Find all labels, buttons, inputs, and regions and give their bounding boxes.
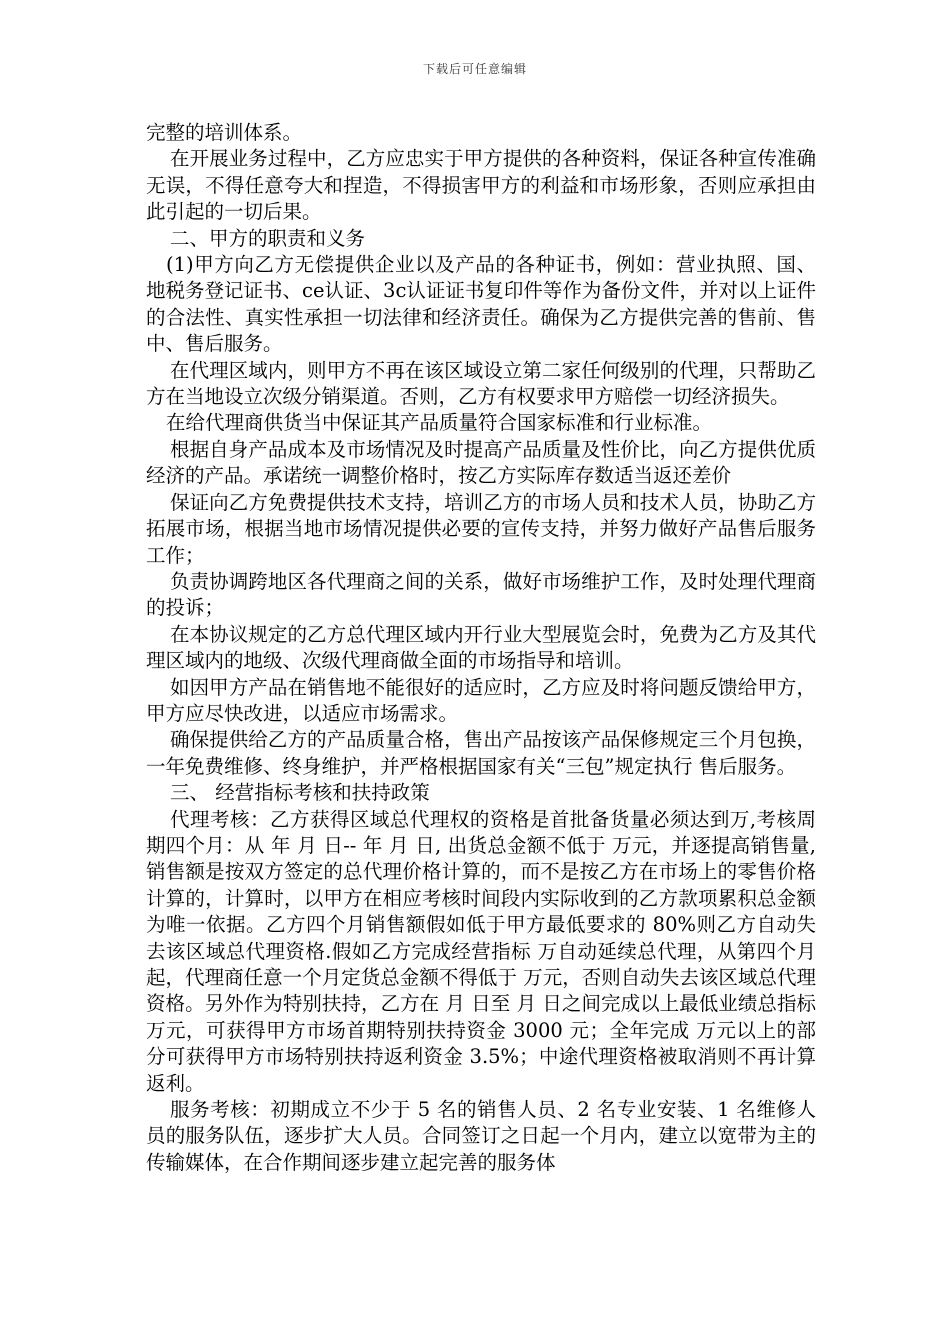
paragraph: 在代理区域内，则甲方不再在该区域设立第二家任何级别的代理，只帮助乙方在当地设立次级分销渠道。否则，乙方有权要求甲方赔偿一切经济损失。 (146, 358, 816, 409)
page-header: 下载后可任意编辑 (422, 62, 527, 76)
paragraph: 服务考核：初期成立不少于 5 名的销售人员、2 名专业安装、1 名维修人员的服务队伍，逐步扩大人员。合同签订之日起一个月内，建立以宽带为主的传输媒体，在合作期间逐步建立起完善的服务体 (146, 1098, 816, 1174)
paragraph: 确保提供给乙方的产品质量合格，售出产品按该产品保修规定三个月包换，一年免费维修、终身维护，并严格根据国家有关“三包”规定执行 售后服务。 (146, 728, 816, 778)
paragraph: 如因甲方产品在销售地不能很好的适应时，乙方应及时将问题反馈给甲方，甲方应尽快改进，以适应市场需求。 (146, 675, 816, 725)
paragraph: 负责协调跨地区各代理商之间的关系，做好市场维护工作，及时处理代理商的投诉； (146, 569, 816, 620)
paragraph: 代理考核：乙方获得区域总代理权的资格是首批备货量必须达到万,考核周期四个月：从 年 月 日-- 年 月 日, 出货总金额不低于 万元，并逐提高销售量,销售额是按双方签定的总代理价格计算的，而不是按乙方在市场上的零售价格计算的，计算时，以甲方在相应考核时间段内实际收到的乙方款项累积总金额为唯一依据。乙方四个月销售额假如低于甲方最低要求的 80%则乙方自动失去该区域总代理资格.假如乙方完成经营指标 万自动延续总代理，从第四个月起，代理商任意一个月定货总金额不得低于 万元，否则自动失去该区域总代理资格。另外作为特别扶持，乙方在 月 日至 月 日之间完成以上最低业绩总指标 万元，可获得甲方市场首期特别扶持资金 3000 元；全年完成 万元以上的部分可获得甲方市场特别扶持返利资金 3.5%；中途代理资格被取消则不再计算返利。 (146, 807, 816, 1095)
paragraph: 在给代理商供货当中保证其产品质量符合国家标准和行业标准。 (166, 411, 713, 435)
document-body (146, 120, 816, 1176)
paragraph: (1)甲方向乙方无偿提供企业以及产品的各种证书，例如：营业执照、国、地税务登记证书、ce认证、3c认证证书复印件等作为备份文件，并对以上证件的合法性、真实性承担一切法律和经济责任。确保为乙方提供完善的售前、售中、售后服务。 (146, 253, 816, 356)
paragraph: 根据自身产品成本及市场情况及时提高产品质量及性价比，向乙方提供优质经济的产品。承诺统一调整价格时，按乙方实际库存数适当返还差价 (146, 437, 816, 488)
paragraph: 二、甲方的职责和义务 (170, 226, 366, 250)
paragraph: 在开展业务过程中，乙方应忠实于甲方提供的各种资料，保证各种宣传准确无误，不得任意夸大和捏造，不得损害甲方的利益和市场形象，否则应承担由此引起的一切后果。 (146, 147, 816, 224)
paragraph: 完整的培训体系。 (146, 121, 303, 144)
paragraph: 在本协议规定的乙方总代理区域内开行业大型展览会时，免费为乙方及其代理区域内的地级、次级代理商做全面的市场指导和培训。 (146, 622, 816, 673)
paragraph: 三、 经营指标考核和扶持政策 (170, 781, 430, 805)
paragraph: 保证向乙方免费提供技术支持，培训乙方的市场人员和技术人员，协助乙方拓展市场，根据当地市场情况提供必要的宣传支持，并努力做好产品售后服务工作； (146, 490, 816, 567)
